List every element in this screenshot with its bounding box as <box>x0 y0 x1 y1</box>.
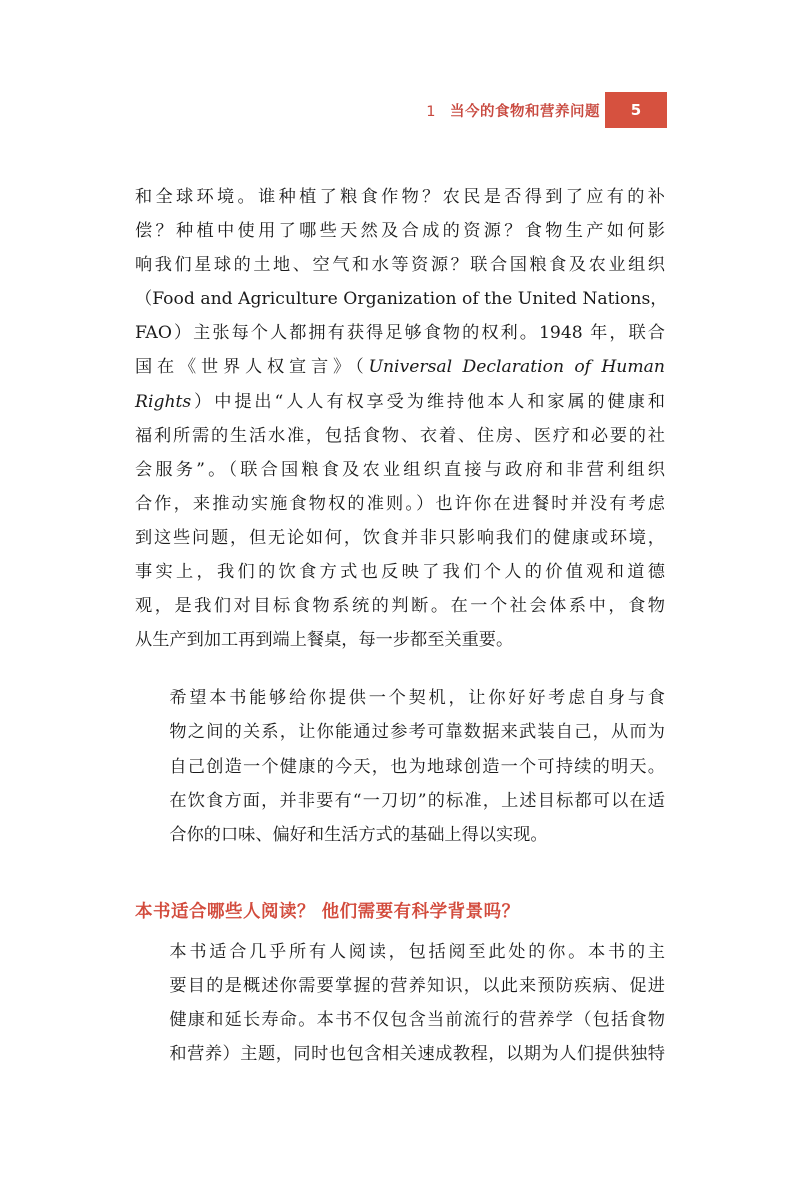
text-line: 观，是我们对目标食物系统的判断。在一个社会体系中，食物 <box>135 596 665 617</box>
section-heading: 本书适合哪些人阅读？ 他们需要有科学背景吗？ <box>135 901 520 922</box>
text-line <box>135 385 665 419</box>
chapter-title-text: 当今的食物和营养问题 <box>450 104 600 120</box>
text-line: （Food and Agriculture Organization of the United Nations， <box>135 289 668 310</box>
text-segment: ）中提出“人人有权享受为维持他本人和家属的健康和 <box>191 391 665 412</box>
chapter-number: 1 <box>426 104 436 120</box>
text-line: 偿？种植中使用了哪些天然及合成的资源？食物生产如何影 <box>135 221 665 242</box>
chapter-title <box>426 100 600 121</box>
text-segment: 国在《世界人权宣言》（ <box>135 357 369 378</box>
text-line: FAO）主张每个人都拥有获得足够食物的权利。1948 年，联合 <box>135 323 665 344</box>
title-italic: Rights <box>135 391 192 412</box>
text-line: 本书适合几乎所有人阅读，包括阅至此处的你。本书的主 <box>169 941 665 962</box>
text-line: 合作，来推动实施食物权的准则。）也许你在进餐时并没有考虑 <box>135 493 665 514</box>
text-line: 到这些问题，但无论如何，饮食并非只影响我们的健康或环境， <box>135 527 665 548</box>
text-line: 响我们星球的土地、空气和水等资源？联合国粮食及农业组织 <box>135 255 665 276</box>
running-head <box>0 92 800 128</box>
page-number: 5 <box>605 92 667 128</box>
text-line: 福利所需的生活水准，包括食物、衣着、住房、医疗和必要的社 <box>135 425 665 446</box>
text-line: 事实上，我们的饮食方式也反映了我们个人的价值观和道德 <box>135 562 665 583</box>
paragraph-1 <box>135 180 668 657</box>
page-body <box>135 180 668 1071</box>
text-line: 健康和延长寿命。本书不仅包含当前流行的营养学（包括食物 <box>169 1009 665 1030</box>
text-line: 合你的口味、偏好和生活方式的基础上得以实现。 <box>169 824 548 845</box>
text-line <box>135 350 665 384</box>
text-line: 要目的是概述你需要掌握的营养知识，以此来预防疾病、促进 <box>169 975 665 996</box>
text-line: 从生产到加工再到端上餐桌，每一步都至关重要。 <box>135 630 514 651</box>
text-line: 会服务”。（联合国粮食及农业组织直接与政府和非营利组织 <box>135 459 665 480</box>
paragraph-3 <box>135 935 665 1071</box>
text-line: 物之间的关系，让你能通过参考可靠数据来武装自己，从而为 <box>169 722 665 743</box>
text-line: 希望本书能够给你提供一个契机，让你好好考虑自身与食 <box>169 688 665 709</box>
text-line: 自己创造一个健康的今天，也为地球创造一个可持续的明天。 <box>169 756 665 777</box>
title-italic: Universal Declaration of Human <box>368 357 665 378</box>
text-line: 在饮食方面，并非要有“一刀切”的标准，上述目标都可以在适 <box>169 790 665 811</box>
paragraph-2 <box>135 681 665 851</box>
text-line: 和全球环境。谁种植了粮食作物？农民是否得到了应有的补 <box>135 187 665 207</box>
text-line: 和营养）主题，同时也包含相关速成教程，以期为人们提供独特 <box>169 1044 665 1065</box>
